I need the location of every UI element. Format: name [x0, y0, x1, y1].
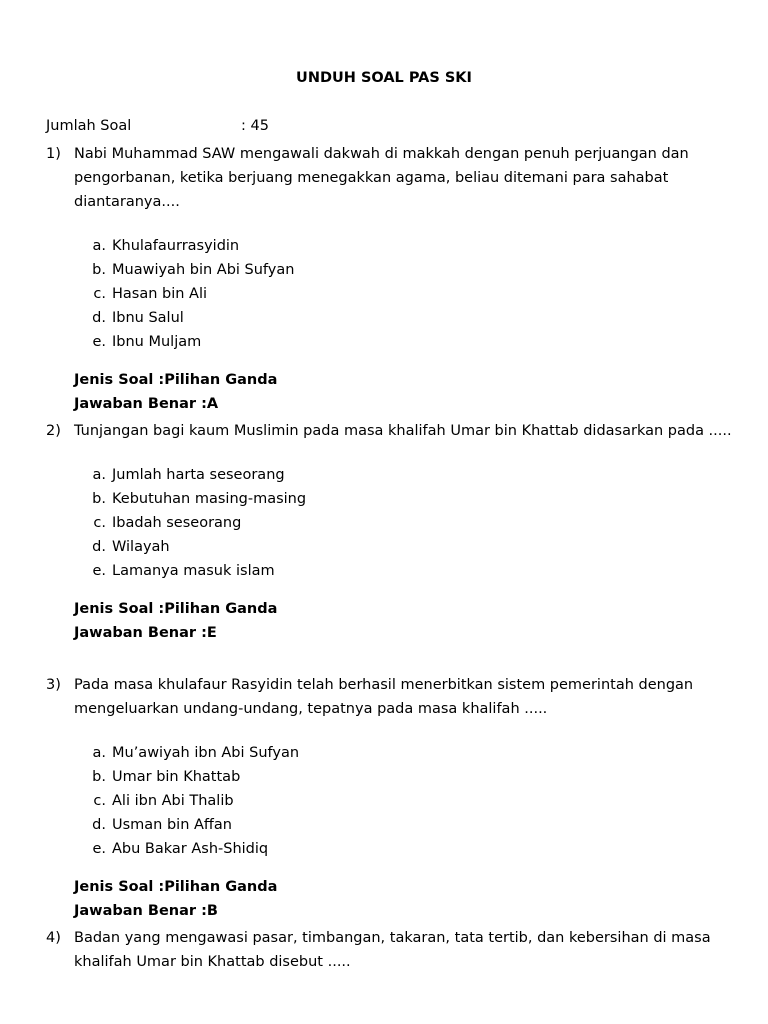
question-text: Badan yang mengawasi pasar, timbangan, takaran, tata tertib, dan kebersihan di masa khalifah Umar bin Khattab disebut ..... — [74, 930, 711, 970]
option-b — [90, 258, 736, 282]
correct-answer: Jawaban Benar :E — [74, 625, 217, 641]
question-text: Pada masa khulafaur Rasyidin telah berhasil menerbitkan sistem pemerintah dengan mengeluarkan undang-undang, tepatnya pada masa khalifah ..... — [74, 677, 694, 717]
option-letter: a. — [92, 238, 106, 254]
option-letter: d. — [92, 817, 106, 833]
option-b — [90, 765, 736, 789]
option-letter: d. — [92, 539, 106, 555]
option-letter: d. — [92, 310, 106, 326]
question-number: 3) — [46, 677, 61, 693]
question-type: Jenis Soal :Pilihan Ganda — [74, 372, 278, 388]
answer-options — [90, 463, 736, 583]
option-letter: a. — [92, 467, 106, 483]
option-c — [90, 511, 736, 535]
question-type: Jenis Soal :Pilihan Ganda — [74, 601, 278, 617]
option-letter: e. — [92, 563, 106, 579]
option-text: Kebutuhan masing-masing — [112, 491, 307, 507]
option-text: Ibnu Muljam — [112, 334, 202, 350]
option-c — [90, 282, 736, 306]
option-text: Wilayah — [112, 539, 170, 555]
option-d — [90, 813, 736, 837]
option-text: Mu’awiyah ibn Abi Sufyan — [112, 745, 300, 761]
question-meta — [74, 875, 736, 923]
option-e — [90, 330, 736, 354]
option-a — [90, 234, 736, 258]
question-3 — [46, 673, 736, 923]
answer-options — [90, 234, 736, 354]
option-text: Abu Bakar Ash-Shidiq — [112, 841, 269, 857]
option-letter: b. — [92, 262, 106, 278]
option-text: Muawiyah bin Abi Sufyan — [112, 262, 295, 278]
option-letter: c. — [93, 793, 106, 809]
question-number: 4) — [46, 930, 61, 946]
option-e — [90, 559, 736, 583]
question-type: Jenis Soal :Pilihan Ganda — [74, 879, 278, 895]
option-a — [90, 463, 736, 487]
answer-options — [90, 741, 736, 861]
option-letter: e. — [92, 841, 106, 857]
option-text: Jumlah harta seseorang — [112, 467, 285, 483]
option-b — [90, 487, 736, 511]
option-text: Khulafaurrasyidin — [112, 238, 240, 254]
option-c — [90, 789, 736, 813]
question-text: Nabi Muhammad SAW mengawali dakwah di makkah dengan penuh perjuangan dan pengorbanan, ketika berjuang menegakkan agama, beliau ditemani para sahabat diantaranya.... — [74, 146, 689, 210]
option-d — [90, 535, 736, 559]
question-meta — [74, 597, 736, 645]
option-text: Ali ibn Abi Thalib — [112, 793, 234, 809]
question-4 — [46, 926, 736, 974]
correct-answer: Jawaban Benar :A — [74, 396, 219, 412]
question-text: Tunjangan bagi kaum Muslimin pada masa khalifah Umar bin Khattab didasarkan pada ..... — [74, 423, 732, 439]
question-number: 1) — [46, 146, 61, 162]
question-number: 2) — [46, 423, 61, 439]
option-a — [90, 741, 736, 765]
option-text: Ibnu Salul — [112, 310, 184, 326]
option-letter: b. — [92, 769, 106, 785]
question-2 — [46, 419, 736, 645]
correct-answer: Jawaban Benar :B — [74, 903, 218, 919]
question-count-value: : 45 — [241, 118, 269, 134]
document-title: UNDUH SOAL PAS SKI — [296, 70, 472, 86]
option-letter: c. — [93, 515, 106, 531]
option-e — [90, 837, 736, 861]
option-letter: e. — [92, 334, 106, 350]
option-letter: a. — [92, 745, 106, 761]
option-text: Usman bin Affan — [112, 817, 232, 833]
option-d — [90, 306, 736, 330]
option-text: Lamanya masuk islam — [112, 563, 275, 579]
option-text: Hasan bin Ali — [112, 286, 208, 302]
option-text: Umar bin Khattab — [112, 769, 241, 785]
question-meta — [74, 368, 736, 416]
option-letter: b. — [92, 491, 106, 507]
question-count-label: Jumlah Soal — [46, 118, 132, 134]
question-1 — [46, 142, 736, 416]
option-letter: c. — [93, 286, 106, 302]
option-text: Ibadah seseorang — [112, 515, 242, 531]
